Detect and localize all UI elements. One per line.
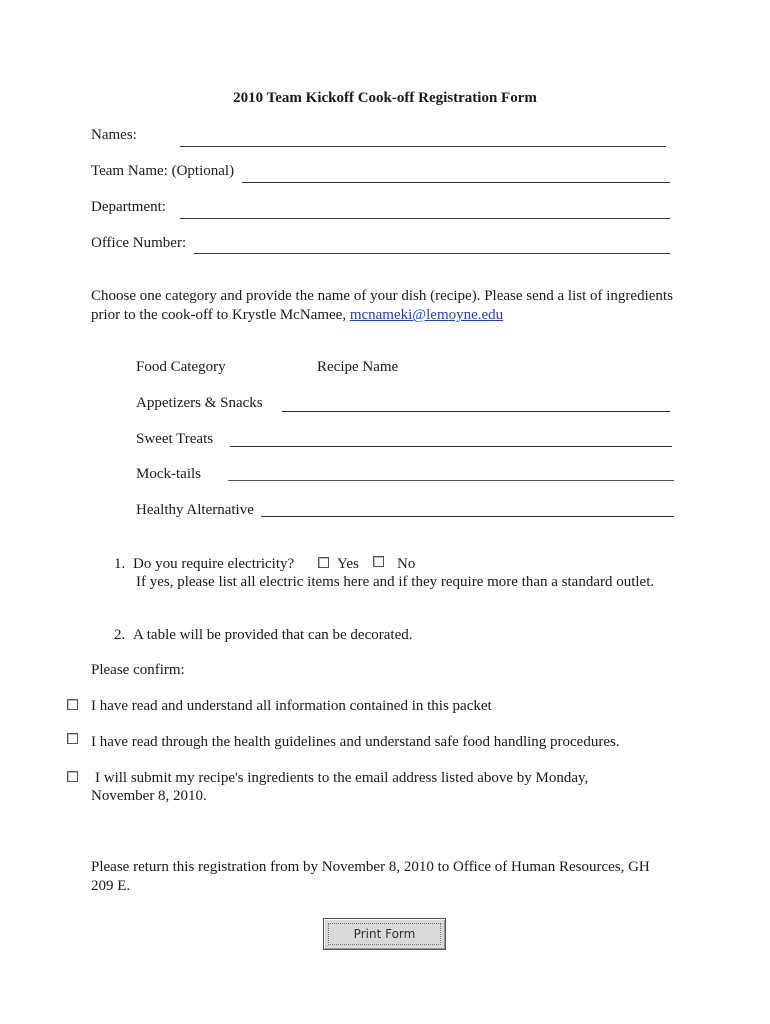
- email-link[interactable]: mcnameki@lemoyne.edu: [349, 307, 504, 323]
- office-number-field[interactable]: [194, 253, 670, 254]
- category-appetizers: Appetizers & Snacks: [136, 395, 263, 411]
- names-label: Names:: [91, 127, 137, 143]
- names-field[interactable]: [180, 146, 666, 147]
- return-line-2: 209 E.: [91, 878, 131, 894]
- office-number-label: Office Number:: [91, 235, 187, 251]
- food-category-header: Food Category: [136, 359, 226, 375]
- recipe-field-healthy[interactable]: [261, 516, 674, 517]
- return-line-1: Please return this registration from by November 8, 2010 to Office of Human Resources, GH: [91, 859, 650, 875]
- confirm-item-3: I will submit my recipe's ingredients to the email address listed above by Monday,: [95, 770, 589, 786]
- electricity-no-checkbox[interactable]: [373, 556, 384, 567]
- q2-number: 2.: [114, 627, 126, 643]
- form-title: 2010 Team Kickoff Cook-off Registration Form: [233, 90, 537, 106]
- q1-subtext: If yes, please list all electric items here and if they require more than a standard outlet.: [136, 574, 655, 590]
- electricity-yes-checkbox[interactable]: [318, 557, 329, 568]
- recipe-field-mocktails[interactable]: [228, 480, 674, 481]
- team-name-label: Team Name: (Optional): [91, 163, 235, 179]
- department-field[interactable]: [180, 218, 670, 219]
- electricity-no-label: No: [397, 556, 416, 572]
- instructions-prefix: prior to the cook-off to Krystle McNamee,: [91, 307, 347, 323]
- print-form-button[interactable]: [323, 918, 446, 950]
- confirm-checkbox-1[interactable]: [67, 699, 78, 710]
- confirm-heading: Please confirm:: [91, 662, 185, 678]
- department-label: Department:: [91, 199, 166, 215]
- category-sweet-treats: Sweet Treats: [136, 431, 214, 447]
- confirm-checkbox-3[interactable]: [67, 771, 78, 782]
- q1-number: 1.: [114, 556, 126, 572]
- confirm-item-2: I have read through the health guidelines and understand safe food handling procedures.: [91, 734, 620, 750]
- category-healthy: Healthy Alternative: [136, 502, 254, 518]
- category-mocktails: Mock-tails: [136, 466, 201, 482]
- electricity-yes-label: Yes: [337, 556, 359, 572]
- confirm-item-3-line-2: November 8, 2010.: [91, 788, 207, 804]
- q1-text: Do you require electricity?: [133, 556, 295, 572]
- instructions-line-1: Choose one category and provide the name of your dish (recipe). Please send a list of ingredients: [91, 288, 673, 304]
- recipe-name-header: Recipe Name: [317, 359, 399, 375]
- instructions-line-2: [91, 306, 503, 324]
- confirm-item-1: I have read and understand all information contained in this packet: [91, 698, 492, 714]
- q2-text: A table will be provided that can be decorated.: [133, 627, 413, 643]
- confirm-checkbox-2[interactable]: [67, 733, 78, 744]
- print-form-label: Print Form: [353, 927, 416, 941]
- recipe-field-appetizers[interactable]: [282, 411, 670, 412]
- team-name-field[interactable]: [242, 182, 670, 183]
- recipe-field-sweet-treats[interactable]: [230, 446, 672, 447]
